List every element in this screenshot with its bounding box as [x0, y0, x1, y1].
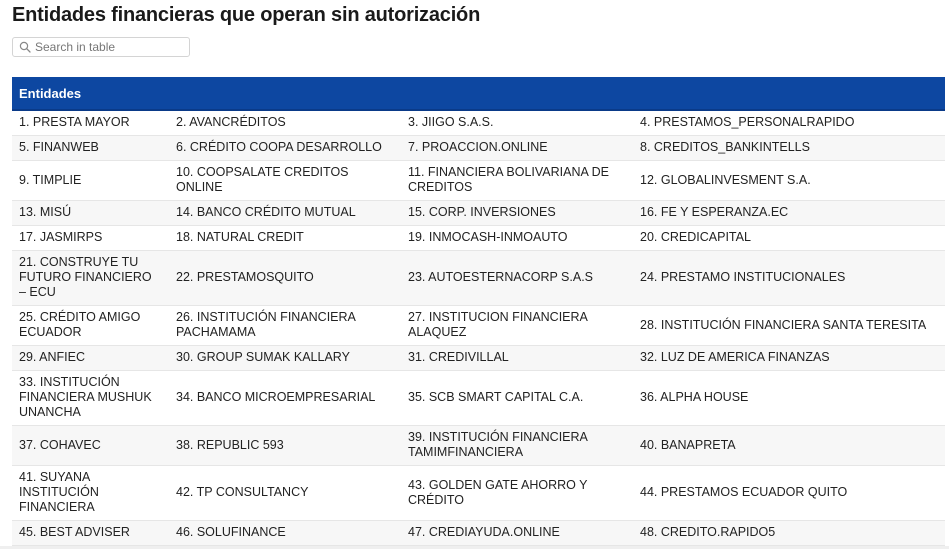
table-row	[12, 345, 945, 370]
table-cell: 15. CORP. INVERSIONES	[401, 200, 633, 225]
table-cell: 16. FE Y ESPERANZA.EC	[633, 200, 945, 225]
table-cell: 10. COOPSALATE CREDITOS ONLINE	[169, 160, 401, 200]
table-cell: 3. JIIGO S.A.S.	[401, 110, 633, 135]
table-row	[12, 250, 945, 305]
table-cell: 44. PRESTAMOS ECUADOR QUITO	[633, 465, 945, 520]
table-cell: 29. ANFIEC	[12, 345, 169, 370]
table-cell: 41. SUYANA INSTITUCIÓN FINANCIERA	[12, 465, 169, 520]
table-cell: 43. GOLDEN GATE AHORRO Y CRÉDITO	[401, 465, 633, 520]
search-input[interactable]	[35, 39, 185, 55]
table-cell: 9. TIMPLIE	[12, 160, 169, 200]
table-cell: 33. INSTITUCIÓN FINANCIERA MUSHUK UNANCHA	[12, 370, 169, 425]
table-cell: 19. INMOCASH-INMOAUTO	[401, 225, 633, 250]
table-header-row	[12, 77, 945, 110]
table-header[interactable]: Entidades	[12, 77, 945, 110]
table-cell: 21. CONSTRUYE TU FUTURO FINANCIERO – ECU	[12, 250, 169, 305]
table-cell: 48. CREDITO.RAPIDO5	[633, 520, 945, 545]
table-row	[12, 305, 945, 345]
table-cell: 22. PRESTAMOSQUITO	[169, 250, 401, 305]
table-cell: 31. CREDIVILLAL	[401, 345, 633, 370]
entities-table-container	[12, 77, 945, 546]
table-cell: 32. LUZ DE AMERICA FINANZAS	[633, 345, 945, 370]
table-cell: 8. CREDITOS_BANKINTELLS	[633, 135, 945, 160]
table-row	[12, 425, 945, 465]
table-cell: 47. CREDIAYUDA.ONLINE	[401, 520, 633, 545]
table-row	[12, 520, 945, 545]
table-cell: 6. CRÉDITO COOPA DESARROLLO	[169, 135, 401, 160]
table-body	[12, 110, 945, 545]
table-row	[12, 110, 945, 135]
table-cell: 14. BANCO CRÉDITO MUTUAL	[169, 200, 401, 225]
table-row	[12, 370, 945, 425]
table-row	[12, 200, 945, 225]
entities-table	[12, 77, 945, 546]
table-cell: 45. BEST ADVISER	[12, 520, 169, 545]
table-cell: 1. PRESTA MAYOR	[12, 110, 169, 135]
search-icon	[19, 41, 31, 53]
table-cell: 18. NATURAL CREDIT	[169, 225, 401, 250]
table-cell: 39. INSTITUCIÓN FINANCIERA TAMIMFINANCIERA	[401, 425, 633, 465]
search-box[interactable]	[12, 37, 190, 57]
table-cell: 4. PRESTAMOS_PERSONALRAPIDO	[633, 110, 945, 135]
table-cell: 23. AUTOESTERNACORP S.A.S	[401, 250, 633, 305]
table-cell: 5. FINANWEB	[12, 135, 169, 160]
table-cell: 40. BANAPRETA	[633, 425, 945, 465]
table-cell: 30. GROUP SUMAK KALLARY	[169, 345, 401, 370]
table-cell: 12. GLOBALINVESMENT S.A.	[633, 160, 945, 200]
table-cell: 34. BANCO MICROEMPRESARIAL	[169, 370, 401, 425]
table-row	[12, 160, 945, 200]
table-cell: 42. TP CONSULTANCY	[169, 465, 401, 520]
table-cell: 2. AVANCRÉDITOS	[169, 110, 401, 135]
table-cell: 28. INSTITUCIÓN FINANCIERA SANTA TERESITA	[633, 305, 945, 345]
table-cell: 35. SCB SMART CAPITAL C.A.	[401, 370, 633, 425]
table-cell: 26. INSTITUCIÓN FINANCIERA PACHAMAMA	[169, 305, 401, 345]
table-row	[12, 225, 945, 250]
table-cell: 46. SOLUFINANCE	[169, 520, 401, 545]
table-cell: 7. PROACCION.ONLINE	[401, 135, 633, 160]
table-cell: 17. JASMIRPS	[12, 225, 169, 250]
table-cell: 36. ALPHA HOUSE	[633, 370, 945, 425]
table-cell: 13. MISÚ	[12, 200, 169, 225]
table-cell: 27. INSTITUCION FINANCIERA ALAQUEZ	[401, 305, 633, 345]
page-title: Entidades financieras que operan sin autorización	[12, 4, 481, 26]
table-cell: 24. PRESTAMO INSTITUCIONALES	[633, 250, 945, 305]
table-cell: 37. COHAVEC	[12, 425, 169, 465]
table-cell: 38. REPUBLIC 593	[169, 425, 401, 465]
table-row	[12, 135, 945, 160]
table-cell: 11. FINANCIERA BOLIVARIANA DE CREDITOS	[401, 160, 633, 200]
table-row	[12, 465, 945, 520]
table-cell: 20. CREDICAPITAL	[633, 225, 945, 250]
table-cell: 25. CRÉDITO AMIGO ECUADOR	[12, 305, 169, 345]
